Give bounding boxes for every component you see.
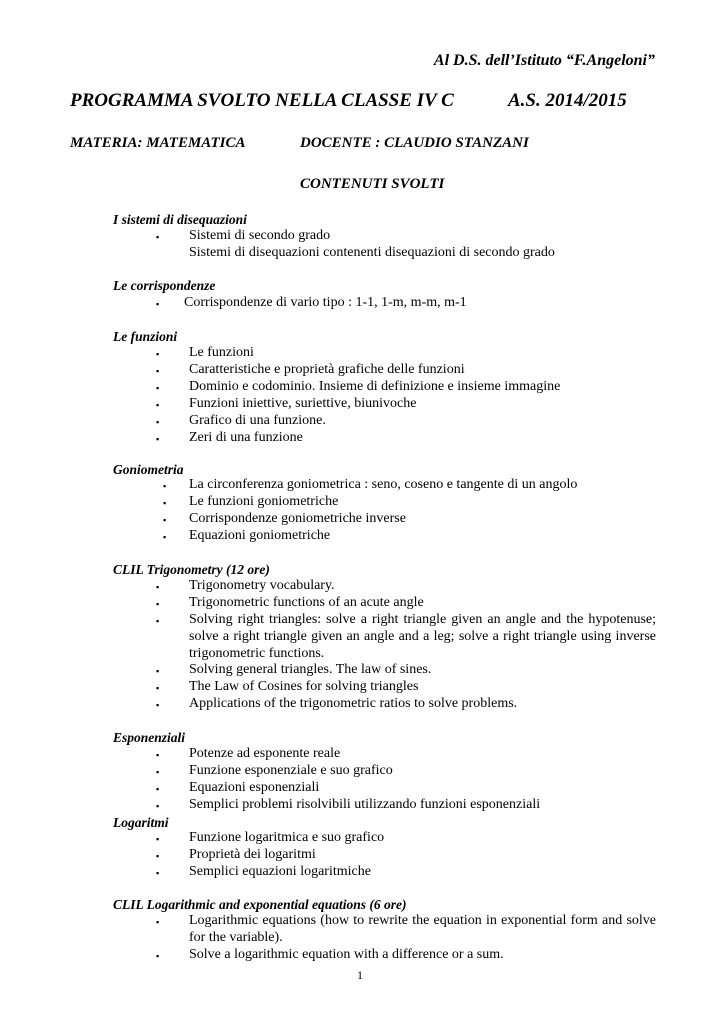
list-item: Funzioni iniettive, suriettive, biunivoche (189, 396, 417, 411)
list-item: Semplici problemi risolvibili utilizzando funzioni esponenziali (189, 797, 541, 812)
section-title: Goniometria (113, 462, 184, 477)
bullet-icon: ▪ (156, 349, 160, 359)
teacher-label: DOCENTE : CLAUDIO STANZANI (300, 135, 529, 151)
bullet-icon: ▪ (156, 834, 160, 844)
list-item: Funzione esponenziale e suo grafico (189, 763, 393, 778)
addressee: Al D.S. dell’Istituto “F.Angeloni” (433, 52, 655, 69)
bullet-icon: ▪ (156, 917, 160, 927)
list-item: Corrispondenze goniometriche inverse (189, 511, 406, 526)
list-item: Solve a logarithmic equation with a difference or a sum. (189, 947, 504, 962)
bullet-icon: ▪ (163, 532, 167, 542)
bullet-icon: ▪ (163, 515, 167, 525)
list-item: Solving right triangles: solve a right triangle given an angle and the hypotenuse; solve a right triangle given an angle and a leg; solve a right triangle using inverse trigonometric functions. (189, 612, 656, 661)
bullet-icon: ▪ (156, 951, 160, 961)
list-item: Le funzioni goniometriche (189, 494, 339, 509)
bullet-icon: ▪ (163, 481, 167, 491)
section-title: Le funzioni (113, 329, 178, 344)
bullet-icon: ▪ (156, 801, 160, 811)
list-item: Grafico di una funzione. (189, 413, 326, 428)
bullet-icon: ▪ (156, 700, 160, 710)
subject-label: MATERIA: MATEMATICA (70, 135, 246, 151)
bullet-icon: ▪ (156, 784, 160, 794)
list-item: La circonferenza goniometrica : seno, coseno e tangente di un angolo (189, 477, 578, 492)
bullet-icon: ▪ (156, 299, 160, 309)
contents-heading: CONTENUTI SVOLTI (300, 176, 445, 192)
list-item: Le funzioni (189, 345, 254, 360)
section-title: Logaritmi (113, 815, 169, 830)
bullet-icon: ▪ (163, 498, 167, 508)
list-item: Sistemi di secondo grado (189, 228, 331, 243)
list-item: Equazioni esponenziali (189, 780, 320, 795)
bullet-icon: ▪ (156, 582, 160, 592)
list-item: Caratteristiche e proprietà grafiche delle funzioni (189, 362, 465, 377)
list-item: Funzione logaritmica e suo grafico (189, 830, 385, 845)
list-item: Semplici equazioni logaritmiche (189, 864, 371, 879)
list-item: Applications of the trigonometric ratios to solve problems. (189, 696, 518, 711)
page-number: 1 (357, 968, 363, 982)
bullet-icon: ▪ (156, 750, 160, 760)
bullet-icon: ▪ (156, 616, 160, 626)
bullet-icon: ▪ (156, 400, 160, 410)
section-title: I sistemi di disequazioni (113, 212, 247, 227)
bullet-icon: ▪ (156, 383, 160, 393)
list-item: Potenze ad esponente reale (189, 746, 341, 761)
list-item: Proprietà dei logaritmi (189, 847, 316, 862)
list-item: Logarithmic equations (how to rewrite the equation in exponential form and solve for the variable). (189, 913, 656, 945)
bullet-icon: ▪ (156, 666, 160, 676)
list-item: Sistemi di disequazioni contenenti disequazioni di secondo grado (189, 245, 555, 260)
list-item: Corrispondenze di vario tipo : 1-1, 1-m, m-m, m-1 (184, 295, 467, 310)
bullet-icon: ▪ (156, 434, 160, 444)
section-title: CLIL Logarithmic and exponential equations (6 ore) (113, 897, 407, 912)
section-title: Esponenziali (113, 730, 186, 745)
section-title: CLIL Trigonometry (12 ore) (113, 562, 270, 577)
section-title: Le corrispondenze (113, 278, 216, 293)
bullet-icon: ▪ (156, 232, 160, 242)
bullet-icon: ▪ (156, 868, 160, 878)
bullet-icon: ▪ (156, 683, 160, 693)
list-item: Trigonometry vocabulary. (189, 578, 335, 593)
list-item: The Law of Cosines for solving triangles (189, 679, 419, 694)
list-item: Equazioni goniometriche (189, 528, 331, 543)
list-item: Dominio e codominio. Insieme di definizione e insieme immagine (189, 379, 561, 394)
list-item: Zeri di una funzione (189, 430, 303, 445)
bullet-icon: ▪ (156, 366, 160, 376)
bullet-icon: ▪ (156, 767, 160, 777)
list-item: Solving general triangles. The law of sines. (189, 662, 432, 677)
program-title: PROGRAMMA SVOLTO NELLA CLASSE IV C (70, 90, 454, 111)
bullet-icon: ▪ (156, 851, 160, 861)
list-item: Trigonometric functions of an acute angle (189, 595, 424, 610)
school-year: A.S. 2014/2015 (508, 90, 627, 111)
bullet-icon: ▪ (156, 417, 160, 427)
bullet-icon: ▪ (156, 599, 160, 609)
